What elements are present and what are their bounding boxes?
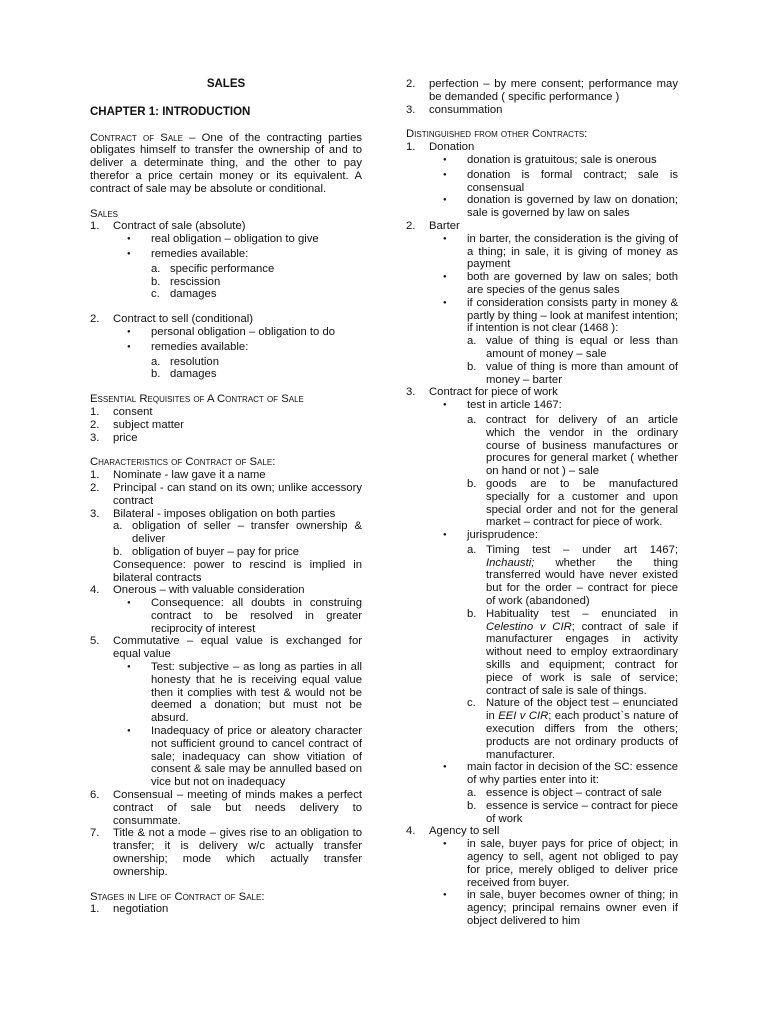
letter-item: b. goods are to be manufactured specially for a customer and upon special order and not for the general market – contract for piece of work. bbox=[467, 477, 678, 529]
list-item: 4. Onerous – with valuable consideration bbox=[90, 584, 305, 597]
bullet-item: ● test in article 1467: bbox=[429, 399, 678, 414]
characteristics-heading: Characteristics of Contract of Sale: bbox=[90, 456, 276, 469]
list-item: 2. Contract to sell (conditional) bbox=[90, 313, 254, 326]
letter-item: b. value of thing is more than amount of money – barter bbox=[467, 360, 678, 386]
bullet-item: ● donation is formal contract; sale is consensual bbox=[429, 169, 678, 195]
bullet-item: ● Inadequacy of price or aleatory character not sufficient ground to cancel contract of sale; inadequacy can show vitiation of consent & sale may be annulled based on vice but not on inadequacy bbox=[113, 725, 362, 789]
list-item: 1. Nominate - law gave it a name bbox=[90, 469, 266, 482]
letter-item: a. contract for delivery of an article which the vendor in the ordinary course of business manufactures or procures for general market ( whether on hand or not ) – sale bbox=[467, 413, 678, 478]
list-item: 6. Consensual – meeting of minds makes a perfect contract of sale but needs delivery to consummate. bbox=[90, 789, 362, 827]
bullet-item: ● Test: subjective – as long as parties in all honesty that he is receiving equal value then it complies with test & would not be deemed a donation; but must not be absurd. bbox=[113, 661, 362, 725]
letter-item: b. Habituality test – enunciated in Celestino v CIR; contract of sale if manufacturer engages in activity without need to employ extraordinary skills and equipment; contract for piece of work is sale of service; contract of sale is sale of things. bbox=[467, 607, 678, 697]
sales-heading: Sales bbox=[90, 207, 118, 220]
essential-requisites-heading: Essential Requisites of A Contract of Sale bbox=[90, 393, 304, 406]
bullet-item: ● Consequence: all doubts in construing contract to be resolved in greater reciprocity of interest bbox=[113, 597, 362, 635]
distinguished-heading: Distinguished from other Contracts: bbox=[406, 128, 588, 141]
letter-item: c. damages bbox=[151, 288, 217, 301]
bullet-item: ● if consideration consists party in money & partly by thing – look at manifest intention; if intention is not clear (1468 ): bbox=[429, 297, 678, 335]
letter-item: b. obligation of buyer – pay for price bbox=[113, 545, 300, 558]
list-item: 7. Title & not a mode – gives rise to an obligation to transfer; it is delivery w/c actually transfer ownership; mode which actually transfer ownership. bbox=[90, 827, 362, 878]
definition-paragraph bbox=[90, 132, 362, 196]
letter-item: c. Nature of the object test – enunciated in EEI v CIR; each product`s nature of execution differs from the others; products are not ordinary products of manufacturer. bbox=[467, 697, 679, 761]
letter-item: b. essence is service – contract for piece of work bbox=[467, 799, 678, 825]
right-column bbox=[406, 78, 678, 928]
letter-item: a. Timing test – under art 1467; Inchausti; whether the thing transferred would have never existed but for the order – contract for piece of work (abandoned) bbox=[467, 543, 678, 608]
bullet-item: ● in barter, the consideration is the giving of a thing; in sale, it is giving of money as payment bbox=[429, 233, 678, 271]
bullet-item: ● personal obligation – obligation to do bbox=[113, 326, 362, 341]
bullet-item: ● in sale, buyer becomes owner of thing; in agency; principal remains owner even if object delivered to him bbox=[429, 889, 678, 927]
list-item: 5. Commutative – equal value is exchanged for equal value bbox=[90, 635, 362, 661]
definition-text: – One of the contracting parties obligates himself to transfer the ownership of and to deliver a determinate thing, and the other to pay therefor a price certain money or its equivalent. A contract of sale may be absolute or conditional. bbox=[90, 131, 362, 195]
list-item: 1. consent bbox=[90, 405, 153, 418]
letter-item: a. obligation of seller – transfer ownership & deliver bbox=[113, 520, 362, 546]
letter-item: a. specific performance bbox=[151, 262, 275, 275]
list-item: 3. consummation bbox=[406, 103, 503, 116]
document-title: SALES bbox=[206, 78, 246, 90]
letter-item: b. rescission bbox=[151, 275, 221, 288]
list-item: 2. Principal - can stand on its own; unlike accessory contract bbox=[90, 481, 362, 507]
list-item: 2. subject matter bbox=[90, 418, 184, 431]
definition-term: Contract of Sale bbox=[90, 131, 183, 144]
list-item: 4. Agency to sell bbox=[406, 825, 500, 838]
list-item: 3. price bbox=[90, 431, 138, 444]
list-item: 3. Bilateral - imposes obligation on both parties bbox=[90, 507, 336, 520]
bullet-item: ● donation is gratuitous; sale is onerous bbox=[429, 154, 678, 169]
consequence-note: Consequence: power to rescind is implied in bilateral contracts bbox=[113, 558, 362, 584]
stages-heading: Stages in Life of Contract of Sale: bbox=[90, 890, 265, 903]
letter-item: a. value of thing is equal or less than amount of money – sale bbox=[467, 335, 678, 360]
list-item: 1. Donation bbox=[406, 141, 475, 154]
chapter-heading: CHAPTER 1: INTRODUCTION bbox=[90, 105, 251, 118]
letter-item: b. damages bbox=[151, 368, 217, 381]
bullet-item: ● in sale, buyer pays for price of object; in agency to sell, agent not obliged to pay for price, merely obliged to deliver price received from buyer. bbox=[429, 838, 678, 889]
list-item: 1. Contract of sale (absolute) bbox=[90, 220, 246, 233]
bullet-item: ● remedies available: bbox=[113, 341, 362, 356]
letter-item: a. resolution bbox=[151, 355, 219, 368]
letter-item: a. essence is object – contract of sale bbox=[467, 787, 662, 800]
bullet-item: ● main factor in decision of the SC: essence of why parties enter into it: bbox=[429, 761, 678, 787]
list-item: 1. negotiation bbox=[90, 903, 169, 916]
list-item: 3. Contract for piece of work bbox=[406, 386, 558, 399]
bullet-item: ● remedies available: bbox=[113, 248, 362, 263]
left-column bbox=[90, 78, 362, 916]
list-item: 2. perfection – by mere consent; performance may be demanded ( specific performance ) bbox=[406, 78, 678, 103]
bullet-item: ● real obligation – obligation to give bbox=[113, 233, 362, 248]
bullet-item: ● donation is governed by law on donation; sale is governed by law on sales bbox=[429, 194, 678, 220]
list-item: 2. Barter bbox=[406, 219, 460, 232]
bullet-item: ● jurisprudence: bbox=[429, 529, 678, 544]
bullet-item: ● both are governed by law on sales; both are species of the genus sales bbox=[429, 271, 678, 297]
